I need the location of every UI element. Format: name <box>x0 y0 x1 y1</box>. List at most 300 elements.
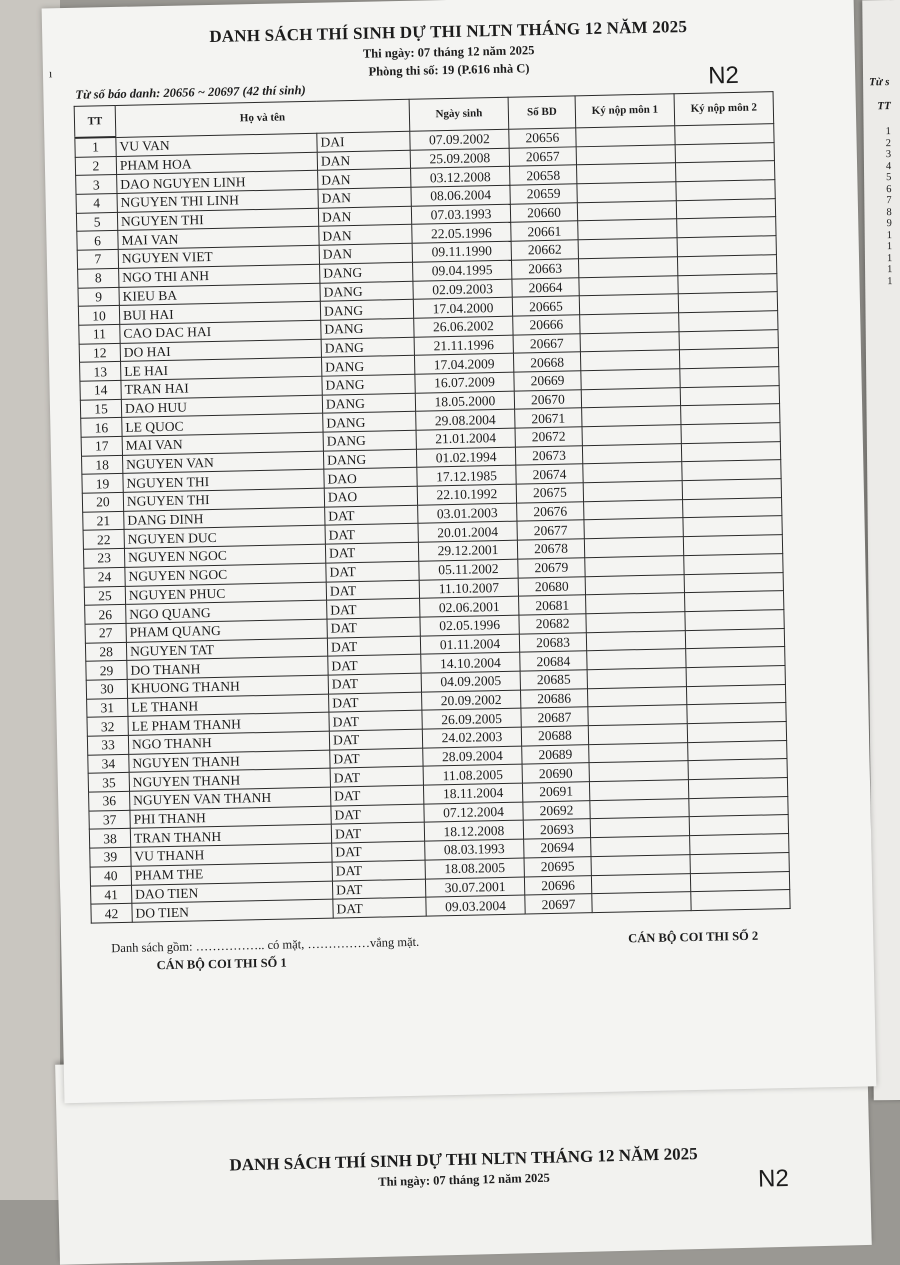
first-name-cell: DANG <box>322 374 415 395</box>
header-dob: Ngày sinh <box>409 97 509 131</box>
row-number: 29 <box>86 661 127 681</box>
candidate-number-cell: 20694 <box>524 838 591 858</box>
last-name-cell: PHAM THE <box>131 862 332 885</box>
last-name-cell: BUI HAI <box>119 301 320 324</box>
signature-2-cell <box>688 740 787 761</box>
side-row-number: 1 <box>887 241 892 252</box>
signature-2-cell <box>684 553 783 574</box>
last-name-cell: NGUYEN VIET <box>118 245 319 268</box>
dob-cell: 17.04.2009 <box>414 353 513 374</box>
dob-cell: 09.03.2004 <box>426 895 525 916</box>
candidate-number-cell: 20696 <box>524 875 591 895</box>
side-row-number: 5 <box>886 172 891 183</box>
candidate-number-cell: 20663 <box>511 259 578 279</box>
signature-1-cell <box>586 612 685 633</box>
last-name-cell: PHAM HOA <box>116 152 317 175</box>
signature-2-cell <box>690 871 789 892</box>
exam-room: Phòng thi số: 19 (P.616 nhà C) <box>43 54 855 86</box>
candidate-number-cell: 20695 <box>524 856 591 876</box>
signature-2-cell <box>679 311 778 332</box>
signature-2-cell <box>680 367 779 388</box>
dob-cell: 18.08.2005 <box>425 858 524 879</box>
signature-1-cell <box>591 873 690 894</box>
first-name-cell: DAT <box>325 524 418 545</box>
side-row-number: 4 <box>886 161 891 172</box>
signature-2-cell <box>675 142 774 163</box>
candidate-number-cell: 20675 <box>516 483 583 503</box>
candidate-number-cell: 20690 <box>522 763 589 783</box>
last-name-cell: DO TIEN <box>132 899 333 922</box>
row-number: 41 <box>90 885 131 905</box>
signature-2-cell <box>675 161 774 182</box>
side-row-number: 7 <box>886 195 891 206</box>
signature-2-cell <box>681 404 780 425</box>
candidate-number-cell: 20686 <box>520 688 587 708</box>
last-name-cell: NGUYEN THANH <box>129 768 330 791</box>
candidate-number-cell: 20678 <box>517 539 584 559</box>
signature-1-cell <box>577 163 676 184</box>
signature-2-cell <box>683 535 782 556</box>
signature-1-cell <box>591 854 690 875</box>
signature-2-cell <box>677 254 776 275</box>
dob-cell: 18.12.2008 <box>424 821 523 842</box>
dob-cell: 20.09.2002 <box>422 690 521 711</box>
row-number: 20 <box>82 492 123 512</box>
row-number: 33 <box>87 735 128 755</box>
side-row-number: 1 <box>886 126 891 137</box>
candidate-number-cell: 20677 <box>517 520 584 540</box>
first-name-cell: DAT <box>330 767 423 788</box>
last-name-cell: NGUYEN DUC <box>124 526 325 549</box>
first-name-cell: DAT <box>328 654 421 675</box>
first-name-cell: DAT <box>332 841 425 862</box>
dob-cell: 17.04.2000 <box>413 297 512 318</box>
signature-2-cell <box>686 684 785 705</box>
proctor-2-label: CÁN BỘ COI THI SỐ 2 <box>628 929 758 947</box>
first-name-cell: DAT <box>329 692 422 713</box>
row-number: 4 <box>76 194 117 214</box>
signature-1-cell <box>579 275 678 296</box>
signature-1-cell <box>584 499 683 520</box>
row-number: 26 <box>85 605 126 625</box>
signature-1-cell <box>580 331 679 352</box>
dob-cell: 26.06.2002 <box>414 316 513 337</box>
candidate-number-cell: 20670 <box>514 389 581 409</box>
dob-cell: 11.10.2007 <box>419 578 518 599</box>
next-page-group-code: N2 <box>758 1165 789 1194</box>
candidate-number-cell: 20664 <box>512 277 579 297</box>
dob-cell: 18.05.2000 <box>415 391 514 412</box>
signature-1-cell <box>589 742 688 763</box>
candidate-number-cell: 20683 <box>519 632 586 652</box>
row-number: 38 <box>89 829 130 849</box>
signature-2-cell <box>686 647 785 668</box>
row-number: 15 <box>80 399 121 419</box>
first-name-cell: DAT <box>329 729 422 750</box>
dob-cell: 22.10.1992 <box>417 484 516 505</box>
dob-cell: 02.06.2001 <box>420 596 519 617</box>
signature-1-cell <box>587 668 686 689</box>
row-number: 40 <box>90 866 131 886</box>
dob-cell: 18.11.2004 <box>423 783 522 804</box>
row-number: 9 <box>78 287 119 307</box>
candidate-number-cell: 20679 <box>518 558 585 578</box>
signature-1-cell <box>588 705 687 726</box>
row-number: 21 <box>83 511 124 531</box>
first-name-cell: DANG <box>321 337 414 358</box>
first-name-cell: DAT <box>325 505 418 526</box>
first-name-cell: DAO <box>324 468 417 489</box>
dob-cell: 07.12.2004 <box>424 802 523 823</box>
signature-1-cell <box>590 798 689 819</box>
last-name-cell: VU THANH <box>131 843 332 866</box>
dob-cell: 28.09.2004 <box>423 746 522 767</box>
candidate-number-cell: 20687 <box>521 707 588 727</box>
last-name-cell: NGUYEN THI <box>117 208 318 231</box>
header-sign-2: Ký nộp môn 2 <box>674 92 774 126</box>
signature-2-cell <box>690 834 789 855</box>
candidate-number-cell: 20667 <box>513 333 580 353</box>
dob-cell: 24.02.2003 <box>422 727 521 748</box>
last-name-cell: LE QUOC <box>122 414 323 437</box>
row-number: 2 <box>75 156 116 176</box>
first-name-cell: DAN <box>318 206 411 227</box>
row-number: 14 <box>80 380 121 400</box>
first-name-cell: DAT <box>325 542 418 563</box>
signature-2-cell <box>690 852 789 873</box>
row-number: 31 <box>87 698 128 718</box>
side-row-number: 1 <box>887 276 892 287</box>
signature-2-cell <box>686 665 785 686</box>
first-name-cell: DAT <box>326 561 419 582</box>
candidate-number-cell: 20676 <box>517 501 584 521</box>
signature-1-cell <box>586 630 685 651</box>
side-row-number: 6 <box>886 184 891 195</box>
candidate-number-cell: 20656 <box>509 127 576 148</box>
signature-1-cell <box>589 761 688 782</box>
last-name-cell: KHUONG THANH <box>127 675 328 698</box>
first-name-cell: DAN <box>317 150 410 171</box>
last-name-cell: MAI VAN <box>122 432 323 455</box>
signature-2-cell <box>691 890 790 911</box>
dob-cell: 01.11.2004 <box>420 634 519 655</box>
signature-2-cell <box>683 516 782 537</box>
candidate-number-cell: 20657 <box>509 147 576 167</box>
row-number: 19 <box>82 474 123 494</box>
signature-2-cell <box>675 123 774 144</box>
dob-cell: 14.10.2004 <box>421 652 520 673</box>
side-row-number: 1 <box>887 264 892 275</box>
last-name-cell: NGO QUANG <box>126 600 327 623</box>
last-name-cell: DAO NGUYEN LINH <box>117 171 318 194</box>
last-name-cell: NGUYEN THI <box>123 470 324 493</box>
signature-2-cell <box>682 479 781 500</box>
signature-2-cell <box>687 703 786 724</box>
candidate-number-cell: 20669 <box>514 371 581 391</box>
row-number: 1 <box>75 137 116 157</box>
group-code: N2 <box>708 62 739 91</box>
first-name-cell: DAT <box>332 860 425 881</box>
first-name-cell: DAT <box>332 879 425 900</box>
signature-2-cell <box>679 348 778 369</box>
signature-2-cell <box>681 423 780 444</box>
dob-cell: 11.08.2005 <box>423 764 522 785</box>
candidate-number-cell: 20684 <box>520 651 587 671</box>
row-number: 10 <box>78 306 119 326</box>
dob-cell: 01.02.1994 <box>416 447 515 468</box>
candidate-number-cell: 20668 <box>513 352 580 372</box>
last-name-cell: NGUYEN PHUC <box>125 582 326 605</box>
row-number: 22 <box>83 530 124 550</box>
dob-cell: 25.09.2008 <box>410 148 509 169</box>
last-name-cell: PHI THANH <box>130 806 331 829</box>
signature-2-cell <box>677 236 776 257</box>
first-name-cell: DAI <box>317 131 410 152</box>
last-name-cell: NGUYEN VAN THANH <box>130 787 331 810</box>
candidate-number-cell: 20674 <box>516 464 583 484</box>
signature-1-cell <box>582 425 681 446</box>
candidate-number-cell: 20666 <box>513 315 580 335</box>
signature-1-cell <box>580 350 679 371</box>
dob-cell: 22.05.1996 <box>412 223 511 244</box>
dob-cell: 03.01.2003 <box>418 503 517 524</box>
dob-cell: 07.09.2002 <box>410 129 509 150</box>
first-name-cell: DANG <box>321 318 414 339</box>
candidate-number-cell: 20680 <box>518 576 585 596</box>
first-name-cell: DAT <box>330 785 423 806</box>
last-name-cell: TRAN HAI <box>121 376 322 399</box>
signature-2-cell <box>685 609 784 630</box>
exam-date: Thi ngày: 07 tháng 12 năm 2025 <box>43 36 855 68</box>
candidate-number-cell: 20691 <box>522 782 589 802</box>
side-page-range-label: Từ s <box>869 76 889 88</box>
last-name-cell: KIEU BA <box>119 283 320 306</box>
candidate-number-cell: 20693 <box>523 819 590 839</box>
last-name-cell: LE PHAM THANH <box>128 712 329 735</box>
last-name-cell: NGO THI ANH <box>119 264 320 287</box>
last-name-cell: NGUYEN THI <box>123 488 324 511</box>
header-tt: TT <box>74 105 116 137</box>
signature-1-cell <box>592 892 691 913</box>
signature-2-cell <box>684 572 783 593</box>
row-number: 7 <box>77 250 118 270</box>
signature-1-cell <box>580 313 679 334</box>
first-name-cell: DAT <box>330 748 423 769</box>
first-name-cell: DAT <box>326 580 419 601</box>
signature-1-cell <box>587 686 686 707</box>
first-name-cell: DAT <box>331 823 424 844</box>
next-page-exam-date: Thi ngày: 07 tháng 12 năm 2025 <box>58 1163 870 1198</box>
first-name-cell: DAN <box>319 243 412 264</box>
dob-cell: 07.03.1993 <box>411 204 510 225</box>
side-row-number: 2 <box>886 138 891 149</box>
side-row-number: 8 <box>886 207 891 218</box>
last-name-cell: DAO HUU <box>121 395 322 418</box>
candidate-number-cell: 20671 <box>515 408 582 428</box>
candidate-number-cell: 20662 <box>511 240 578 260</box>
signature-2-cell <box>685 628 784 649</box>
signature-1-cell <box>578 257 677 278</box>
first-name-cell: DANG <box>322 393 415 414</box>
first-name-cell: DAN <box>319 225 412 246</box>
candidate-number-cell: 20672 <box>515 427 582 447</box>
signature-2-cell <box>681 441 780 462</box>
dob-cell: 04.09.2005 <box>421 671 520 692</box>
attendance-line: Danh sách gồm: …………….. có mặt, ……………vắng mặt. <box>111 935 419 956</box>
row-number: 6 <box>77 231 118 251</box>
row-number: 28 <box>85 642 126 662</box>
row-number: 13 <box>80 362 121 382</box>
last-name-cell: PHAM QUANG <box>126 619 327 642</box>
row-number: 25 <box>84 586 125 606</box>
signature-1-cell <box>583 481 682 502</box>
side-row-number: 1 <box>887 253 892 264</box>
row-number: 5 <box>76 212 117 232</box>
signature-1-cell <box>581 369 680 390</box>
row-number: 24 <box>84 567 125 587</box>
dob-cell: 20.01.2004 <box>418 522 517 543</box>
dob-cell: 21.11.1996 <box>414 335 513 356</box>
dob-cell: 16.07.2009 <box>415 372 514 393</box>
signature-2-cell <box>687 722 786 743</box>
signature-1-cell <box>587 649 686 670</box>
side-row-number: 3 <box>886 149 891 160</box>
dob-cell: 29.08.2004 <box>416 409 515 430</box>
first-name-cell: DAT <box>329 710 422 731</box>
signature-1-cell <box>591 836 690 857</box>
candidate-number-cell: 20665 <box>512 296 579 316</box>
row-number: 32 <box>87 717 128 737</box>
dob-cell: 26.09.2005 <box>422 708 521 729</box>
last-name-cell: NGUYEN THI LINH <box>117 189 318 212</box>
signature-2-cell <box>682 460 781 481</box>
signature-2-cell <box>676 198 775 219</box>
candidate-number-cell: 20673 <box>515 445 582 465</box>
side-row-number: 1 <box>887 230 892 241</box>
signature-1-cell <box>578 238 677 259</box>
signature-1-cell <box>584 537 683 558</box>
signature-1-cell <box>584 518 683 539</box>
signature-1-cell <box>589 780 688 801</box>
signature-1-cell <box>585 555 684 576</box>
dob-cell: 09.04.1995 <box>413 260 512 281</box>
candidate-number-cell: 20685 <box>520 670 587 690</box>
dob-cell: 17.12.1985 <box>417 466 516 487</box>
last-name-cell: DO THANH <box>127 656 328 679</box>
row-number: 23 <box>83 548 124 568</box>
signature-2-cell <box>679 329 778 350</box>
candidate-number-cell: 20660 <box>510 203 577 223</box>
last-name-cell: NGUYEN NGOC <box>125 563 326 586</box>
dob-cell: 21.01.2004 <box>416 428 515 449</box>
last-name-cell: DAO TIEN <box>131 881 332 904</box>
signature-1-cell <box>583 462 682 483</box>
dob-cell: 30.07.2001 <box>425 877 524 898</box>
signature-1-cell <box>578 219 677 240</box>
row-number: 35 <box>88 773 129 793</box>
side-row-number: 9 <box>887 218 892 229</box>
last-name-cell: TRAN THANH <box>130 825 331 848</box>
last-name-cell: NGO THANH <box>128 731 329 754</box>
candidate-number-cell: 20681 <box>519 595 586 615</box>
first-name-cell: DAO <box>324 486 417 507</box>
row-number: 12 <box>79 343 120 363</box>
last-name-cell: LE HAI <box>121 357 322 380</box>
row-number: 18 <box>81 455 122 475</box>
first-name-cell: DANG <box>321 356 414 377</box>
signature-1-cell <box>590 817 689 838</box>
candidate-number-cell: 20697 <box>525 894 592 914</box>
first-name-cell: DAT <box>327 636 420 657</box>
dob-cell: 29.12.2001 <box>418 540 517 561</box>
signature-1-cell <box>581 387 680 408</box>
proctor-1-label: CÁN BỘ COI THI SỐ 1 <box>157 956 287 974</box>
first-name-cell: DANG <box>320 281 413 302</box>
dob-cell: 02.05.1996 <box>420 615 519 636</box>
signature-2-cell <box>680 385 779 406</box>
first-name-cell: DAT <box>328 673 421 694</box>
first-name-cell: DAT <box>333 897 426 918</box>
row-number: 16 <box>81 418 122 438</box>
signature-1-cell <box>577 182 676 203</box>
signature-1-cell <box>576 125 675 146</box>
first-name-cell: DANG <box>320 262 413 283</box>
signature-2-cell <box>677 217 776 238</box>
last-name-cell: NGUYEN NGOC <box>124 544 325 567</box>
dob-cell: 08.06.2004 <box>411 185 510 206</box>
header-sbd: Số BD <box>508 96 576 129</box>
dob-cell: 05.11.2002 <box>419 559 518 580</box>
signature-2-cell <box>688 759 787 780</box>
signature-1-cell <box>582 406 681 427</box>
signature-1-cell <box>588 724 687 745</box>
last-name-cell: NGUYEN TAT <box>126 638 327 661</box>
signature-2-cell <box>689 815 788 836</box>
row-number: 17 <box>81 436 122 456</box>
signature-1-cell <box>577 200 676 221</box>
candidate-number-cell: 20661 <box>511 221 578 241</box>
signature-1-cell <box>585 574 684 595</box>
document-title: DANH SÁCH THÍ SINH DỰ THI NLTN THÁNG 12 NĂM 2025 <box>42 13 854 50</box>
table-body <box>75 123 790 923</box>
margin-mark: ı <box>49 66 53 81</box>
row-number: 37 <box>89 810 130 830</box>
first-name-cell: DANG <box>323 449 416 470</box>
first-name-cell: DAT <box>327 598 420 619</box>
next-page-title: DANH SÁCH THÍ SINH DỰ THI NLTN THÁNG 12 NĂM 2025 <box>57 1140 869 1180</box>
row-number: 42 <box>91 903 132 923</box>
last-name-cell: NGUYEN THANH <box>129 750 330 773</box>
last-name-cell: LE THANH <box>128 694 329 717</box>
signature-1-cell <box>582 443 681 464</box>
candidate-range: Từ số báo danh: 20656 ~ 20697 (42 thí sinh) <box>75 83 306 103</box>
row-number: 39 <box>90 847 131 867</box>
candidate-number-cell: 20659 <box>510 184 577 204</box>
signature-2-cell <box>683 497 782 518</box>
dob-cell: 09.11.1990 <box>412 241 511 262</box>
signature-2-cell <box>689 796 788 817</box>
first-name-cell: DANG <box>323 412 416 433</box>
dob-cell: 08.03.1993 <box>425 839 524 860</box>
header-name: Họ và tên <box>115 99 410 137</box>
candidate-number-cell: 20682 <box>519 614 586 634</box>
row-number: 8 <box>78 268 119 288</box>
last-name-cell: VU VAN <box>116 133 317 156</box>
candidate-number-cell: 20688 <box>521 726 588 746</box>
row-number: 27 <box>85 623 126 643</box>
side-page-header: TT <box>877 100 891 112</box>
first-name-cell: DAT <box>327 617 420 638</box>
